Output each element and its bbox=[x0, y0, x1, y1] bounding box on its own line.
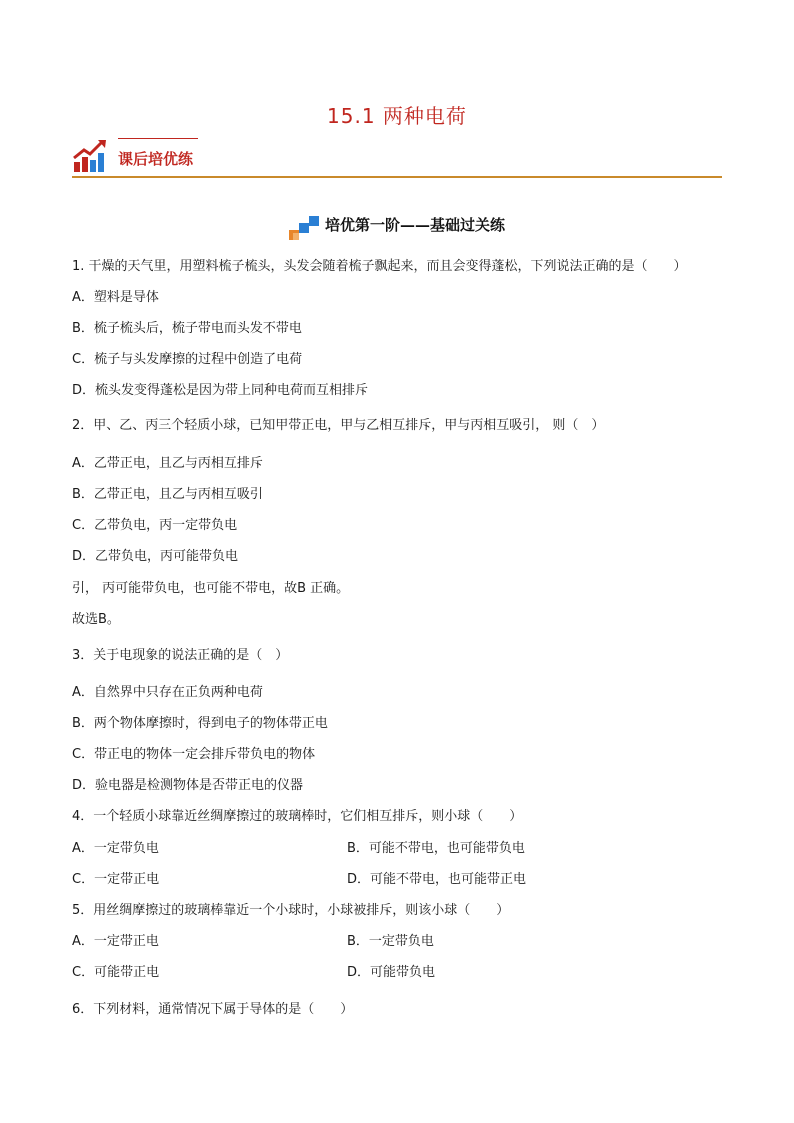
question-stem: 4．一个轻质小球靠近丝绸摩擦过的玻璃棒时，它们相互排斥，则小球（ ） bbox=[72, 809, 523, 824]
answer-option: C．可能带正电 bbox=[72, 965, 160, 980]
answer-option: D．可能带负电 bbox=[347, 965, 436, 980]
answer-option: B．一定带负电 bbox=[347, 934, 434, 949]
answer-option: A．塑料是导体 bbox=[72, 290, 159, 305]
stairs-icon bbox=[289, 216, 319, 240]
subsection-label: 培优第一阶——基础过关练 bbox=[324, 216, 505, 234]
answer-option: A．乙带正电，且乙与丙相互排斥 bbox=[72, 456, 263, 471]
explanation-text: 故选B。 bbox=[72, 612, 120, 627]
answer-option: A．一定带正电 bbox=[72, 934, 159, 949]
answer-option: C．乙带负电，丙一定带负电 bbox=[72, 518, 238, 533]
answer-option: C．一定带正电 bbox=[72, 872, 160, 887]
answer-option: C．梳子与头发摩擦的过程中创造了电荷 bbox=[72, 352, 303, 367]
subsection-header bbox=[0, 214, 794, 235]
answer-option: D．验电器是检测物体是否带正电的仪器 bbox=[72, 778, 304, 793]
question-stem: 6．下列材料，通常情况下属于导体的是（ ） bbox=[72, 1002, 354, 1017]
answer-option: B．可能不带电，也可能带负电 bbox=[347, 841, 525, 856]
question-stem: 5．用丝绸摩擦过的玻璃棒靠近一个小球时，小球被排斥，则该小球（ ） bbox=[72, 903, 510, 918]
section-divider bbox=[72, 176, 722, 178]
answer-option: B．乙带正电，且乙与丙相互吸引 bbox=[72, 487, 263, 502]
question-stem: 3．关于电现象的说法正确的是（ ） bbox=[72, 648, 289, 663]
section-label: 课后培优练 bbox=[118, 150, 194, 168]
section-header bbox=[72, 134, 722, 178]
answer-option: B．两个物体摩擦时，得到电子的物体带正电 bbox=[72, 716, 328, 731]
answer-option: B．梳子梳头后，梳子带电而头发不带电 bbox=[72, 321, 302, 336]
answer-option: D．梳头发变得蓬松是因为带上同种电荷而互相排斥 bbox=[72, 383, 369, 398]
section-top-line bbox=[118, 138, 198, 139]
answer-option: A．自然界中只存在正负两种电荷 bbox=[72, 685, 263, 700]
page-title: 15.1 两种电荷 bbox=[327, 104, 467, 128]
answer-option: A．一定带负电 bbox=[72, 841, 159, 856]
answer-option: D．可能不带电，也可能带正电 bbox=[347, 872, 527, 887]
question-stem: 1. 干燥的天气里，用塑料梳子梳头，头发会随着梳子飘起来，而且会变得蓬松，下列说法正确的是（ ） bbox=[72, 259, 687, 274]
answer-option: D．乙带负电，丙可能带负电 bbox=[72, 549, 239, 564]
question-stem: 2．甲、乙、丙三个轻质小球，已知甲带正电，甲与乙相互排斥，甲与丙相互吸引， 则（ ） bbox=[72, 418, 605, 433]
explanation-text: 引， 丙可能带负电，也可能不带电，故B 正确。 bbox=[72, 581, 350, 596]
answer-option: C．带正电的物体一定会排斥带负电的物体 bbox=[72, 747, 316, 762]
growth-chart-icon bbox=[72, 138, 108, 174]
